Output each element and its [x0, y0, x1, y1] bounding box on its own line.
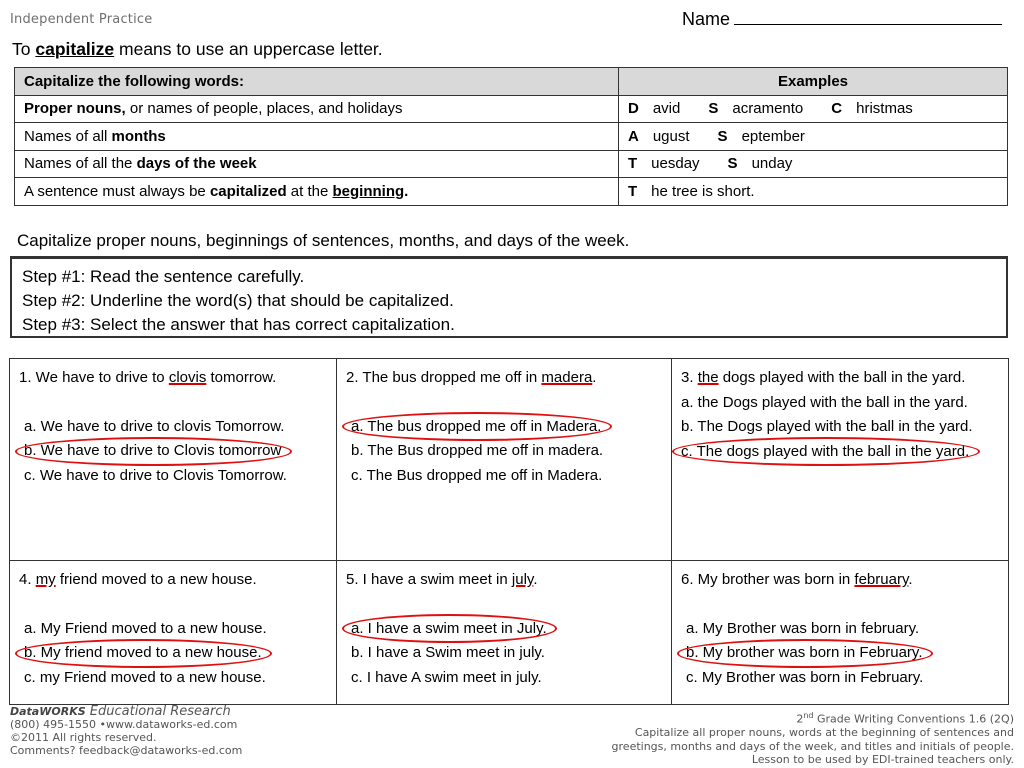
rules-header-left: Capitalize the following words:	[15, 68, 619, 96]
stem-text: 4.	[19, 571, 36, 588]
rule-examples	[619, 150, 1008, 178]
answer-choices	[346, 617, 663, 691]
answer-choice-a[interactable]: a. I have a swim meet in July.	[351, 619, 547, 637]
publisher-footer	[10, 705, 242, 757]
answer-choice-c[interactable]: c. My Brother was born in February.	[686, 668, 924, 686]
underlined-word: clovis	[168, 369, 207, 386]
example-text: A	[628, 127, 639, 145]
example-word	[628, 155, 714, 172]
stem-text: 1. We have to drive to	[19, 369, 169, 386]
capitalization-rules-table	[14, 67, 1008, 206]
answer-choice-a[interactable]: a. The bus dropped me off in Madera.	[351, 417, 602, 435]
answer-choices	[681, 617, 1000, 691]
answer-choices	[19, 415, 328, 489]
example-text: avid	[652, 100, 681, 118]
answer-choice-a[interactable]: a. My Friend moved to a new house.	[24, 619, 267, 637]
answer-choice-b[interactable]: b. I have a Swim meet in july.	[351, 644, 545, 661]
question-stem	[346, 568, 663, 593]
underlined-word: madera	[541, 369, 593, 386]
rule-text: at the	[286, 182, 333, 200]
rules-row	[15, 150, 1008, 178]
stem-text: .	[908, 571, 913, 588]
example-text: uesday	[651, 155, 700, 173]
example-word	[628, 100, 694, 117]
example-text: hristmas	[856, 100, 913, 118]
rule-text: Names of all the	[24, 155, 137, 173]
answer-choice-a[interactable]: a. We have to drive to clovis Tomorrow.	[24, 417, 285, 435]
example-word	[728, 155, 807, 172]
answer-choice-c[interactable]: c. I have A swim meet in july.	[351, 668, 542, 686]
answer-choice-c[interactable]: c. my Friend moved to a new house.	[24, 668, 266, 686]
stem-text: 2. The bus dropped me off in	[346, 369, 542, 386]
steps-box	[10, 256, 1008, 338]
questions-grid	[9, 358, 1009, 705]
underlined-word: my	[35, 571, 56, 588]
publisher-brand	[10, 705, 242, 718]
question-cell-3	[672, 359, 1009, 561]
questions-row	[10, 561, 1009, 705]
name-label: Name	[682, 9, 731, 29]
example-word	[708, 100, 817, 117]
definition-keyword: capitalize	[35, 39, 115, 59]
answer-choice-a[interactable]: a. My Brother was born in february.	[686, 619, 920, 637]
lesson-footer	[612, 709, 1014, 767]
stem-text: .	[533, 571, 538, 588]
example-text: ugust	[652, 127, 690, 145]
publisher-contact: (800) 495-1550 •www.dataworks-ed.com	[10, 718, 238, 731]
question-stem	[681, 366, 1000, 391]
rule-examples	[619, 123, 1008, 151]
stem-text: 5. I have a swim meet in	[346, 571, 512, 588]
publisher-copyright: ©2011 All rights reserved.	[10, 731, 157, 744]
example-text: T	[628, 155, 638, 173]
example-text: C	[831, 100, 843, 118]
answer-choice-b[interactable]: b. The Dogs played with the ball in the yard.	[681, 418, 973, 435]
rule-description	[15, 95, 619, 123]
step-1: Step #1: Read the sentence carefully.	[22, 267, 305, 286]
definition-prefix: To	[12, 39, 36, 59]
stem-text: 6. My brother was born in	[681, 571, 855, 588]
grade-title: Grade Writing Conventions 1.6 (2Q)	[813, 712, 1014, 726]
stem-text: tomorrow.	[206, 369, 277, 386]
example-text: S	[727, 155, 738, 173]
rule-description	[15, 178, 619, 206]
example-text: eptember	[741, 127, 805, 145]
rules-row	[15, 95, 1008, 123]
example-text: S	[708, 100, 719, 118]
stem-text: 3.	[681, 369, 698, 386]
grade-suffix: nd	[803, 711, 814, 720]
question-cell-5	[337, 561, 672, 705]
rule-text: capitalized	[209, 182, 287, 200]
instruction-text: Capitalize proper nouns, beginnings of sentences, months, and days of the week.	[17, 231, 630, 250]
stem-text: dogs played with the ball in the yard.	[718, 369, 966, 386]
answer-choices	[681, 391, 1000, 465]
lesson-desc-2: greetings, months and days of the week, and titles and initials of people.	[611, 739, 1014, 753]
example-text: he tree is short.	[651, 182, 755, 200]
question-stem	[681, 568, 1000, 593]
answer-choice-c[interactable]: c. The Bus dropped me off in Madera.	[351, 466, 603, 484]
questions-row	[10, 359, 1009, 561]
example-word	[628, 128, 704, 145]
rule-text: beginning	[332, 182, 405, 200]
question-stem	[346, 366, 663, 391]
definition-suffix: means to use an uppercase letter.	[114, 39, 383, 59]
rule-text: Names of all	[24, 127, 112, 145]
answer-choice-c[interactable]: c. The dogs played with the ball in the yard.	[681, 442, 970, 460]
answer-choice-b[interactable]: b. My friend moved to a new house.	[24, 644, 262, 661]
name-field-line	[682, 8, 1002, 30]
rule-examples	[619, 178, 1008, 206]
lesson-grade	[612, 709, 1014, 726]
lesson-desc-3: Lesson to be used by EDI-trained teachers only.	[751, 753, 1014, 767]
question-cell-1	[10, 359, 337, 561]
example-word	[628, 183, 769, 200]
capitalize-definition	[12, 39, 383, 60]
stem-text: .	[592, 369, 597, 386]
name-blank	[734, 8, 1002, 25]
answer-choice-b[interactable]: b. The Bus dropped me off in madera.	[351, 442, 604, 459]
rules-header-examples: Examples	[619, 68, 1008, 96]
rule-text: or names of people, places, and holidays	[125, 100, 403, 118]
rule-description	[15, 123, 619, 151]
rule-text: months	[111, 127, 166, 145]
underlined-word: july	[511, 571, 534, 588]
example-text: D	[628, 100, 639, 118]
rule-text: Proper nouns,	[24, 100, 126, 118]
underlined-word: february	[854, 571, 909, 588]
example-text: acramento	[732, 100, 804, 118]
rule-text: A sentence must always be	[24, 182, 210, 200]
lesson-desc-1: Capitalize all proper nouns, words at the beginning of sentences and	[634, 726, 1014, 740]
answer-choices	[19, 617, 328, 691]
rules-row	[15, 178, 1008, 206]
example-text: T	[628, 182, 638, 200]
rules-header-row	[15, 68, 1008, 96]
example-text: unday	[751, 155, 793, 173]
rule-text: .	[404, 182, 409, 200]
worksheet-type-label: Independent Practice	[10, 12, 153, 27]
underlined-word: the	[697, 369, 719, 386]
rule-text: days of the week	[136, 155, 257, 173]
brand-rest: Educational Research	[85, 704, 231, 719]
answer-choice-b[interactable]: b. My brother was born in February.	[686, 644, 923, 661]
question-stem	[19, 366, 328, 391]
example-text: S	[717, 127, 728, 145]
answer-choice-a[interactable]: a. the Dogs played with the ball in the yard.	[681, 393, 968, 411]
step-2: Step #2: Underline the word(s) that should be capitalized.	[22, 291, 454, 310]
stem-text: friend moved to a new house.	[55, 571, 257, 588]
rules-row	[15, 123, 1008, 151]
publisher-comments: Comments? feedback@dataworks-ed.com	[10, 744, 243, 757]
brand-bold: DataWORKS	[10, 705, 86, 718]
step-3: Step #3: Select the answer that has correct capitalization.	[22, 315, 455, 334]
rule-examples	[619, 95, 1008, 123]
rule-description	[15, 150, 619, 178]
answer-choice-b[interactable]: b. We have to drive to Clovis tomorrow	[24, 442, 282, 459]
answer-choice-c[interactable]: c. We have to drive to Clovis Tomorrow.	[24, 466, 287, 484]
question-cell-6	[672, 561, 1009, 705]
question-cell-4	[10, 561, 337, 705]
question-stem	[19, 568, 328, 593]
example-word	[718, 128, 819, 145]
question-cell-2	[337, 359, 672, 561]
example-word	[831, 100, 927, 117]
grade-number: 2	[796, 712, 804, 726]
answer-choices	[346, 415, 663, 489]
